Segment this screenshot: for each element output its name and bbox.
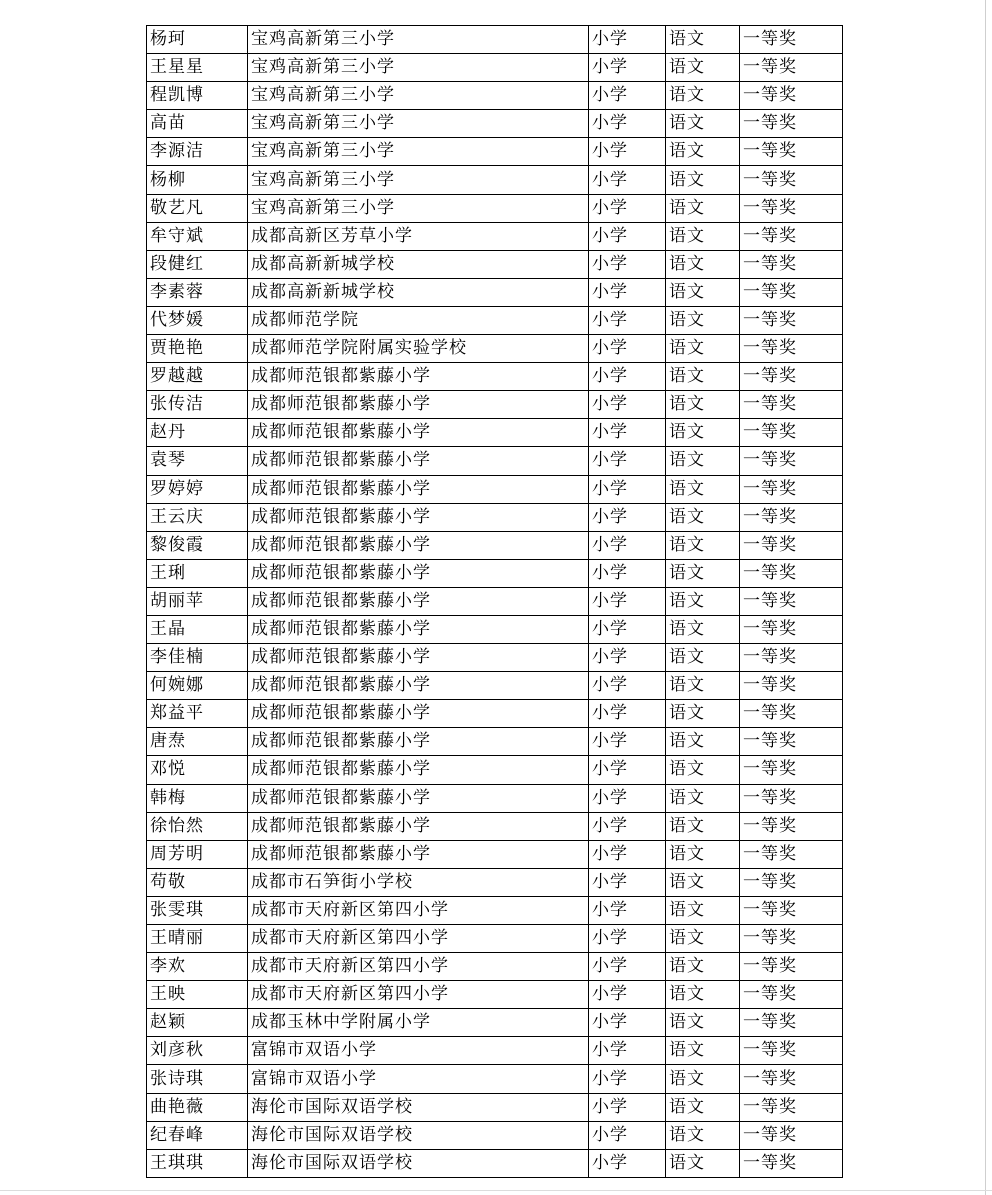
table-row xyxy=(147,559,843,587)
name-cell: 刘彦秋 xyxy=(147,1037,248,1065)
table-row xyxy=(147,447,843,475)
subject-cell: 语文 xyxy=(666,812,740,840)
table-row xyxy=(147,82,843,110)
school-cell: 成都师范银都紫藤小学 xyxy=(248,475,589,503)
table-row xyxy=(147,1149,843,1177)
subject-cell: 语文 xyxy=(666,559,740,587)
school-cell: 成都市天府新区第四小学 xyxy=(248,981,589,1009)
level-cell: 小学 xyxy=(589,278,666,306)
level-cell: 小学 xyxy=(589,1121,666,1149)
subject-cell: 语文 xyxy=(666,896,740,924)
school-cell: 成都师范银都紫藤小学 xyxy=(248,419,589,447)
award-cell: 一等奖 xyxy=(740,503,843,531)
award-cell: 一等奖 xyxy=(740,335,843,363)
name-cell: 王云庆 xyxy=(147,503,248,531)
level-cell: 小学 xyxy=(589,981,666,1009)
level-cell: 小学 xyxy=(589,925,666,953)
award-cell: 一等奖 xyxy=(740,559,843,587)
page-edge-bottom xyxy=(0,1190,992,1191)
name-cell: 邓悦 xyxy=(147,756,248,784)
school-cell: 成都师范银都紫藤小学 xyxy=(248,728,589,756)
award-cell: 一等奖 xyxy=(740,278,843,306)
table-row xyxy=(147,306,843,334)
table-row xyxy=(147,728,843,756)
level-cell: 小学 xyxy=(589,896,666,924)
level-cell: 小学 xyxy=(589,728,666,756)
subject-cell: 语文 xyxy=(666,840,740,868)
subject-cell: 语文 xyxy=(666,1121,740,1149)
school-cell: 成都高新新城学校 xyxy=(248,278,589,306)
subject-cell: 语文 xyxy=(666,1065,740,1093)
award-cell: 一等奖 xyxy=(740,981,843,1009)
award-cell: 一等奖 xyxy=(740,26,843,54)
table-row xyxy=(147,335,843,363)
table-row xyxy=(147,1037,843,1065)
award-cell: 一等奖 xyxy=(740,54,843,82)
award-cell: 一等奖 xyxy=(740,391,843,419)
level-cell: 小学 xyxy=(589,953,666,981)
level-cell: 小学 xyxy=(589,672,666,700)
subject-cell: 语文 xyxy=(666,644,740,672)
name-cell: 袁琴 xyxy=(147,447,248,475)
award-cell: 一等奖 xyxy=(740,896,843,924)
award-cell: 一等奖 xyxy=(740,953,843,981)
award-cell: 一等奖 xyxy=(740,306,843,334)
table-row xyxy=(147,812,843,840)
level-cell: 小学 xyxy=(589,1009,666,1037)
name-cell: 牟守斌 xyxy=(147,222,248,250)
table-row xyxy=(147,868,843,896)
level-cell: 小学 xyxy=(589,335,666,363)
name-cell: 唐焘 xyxy=(147,728,248,756)
name-cell: 段健红 xyxy=(147,250,248,278)
name-cell: 赵颖 xyxy=(147,1009,248,1037)
level-cell: 小学 xyxy=(589,419,666,447)
school-cell: 成都师范银都紫藤小学 xyxy=(248,840,589,868)
award-cell: 一等奖 xyxy=(740,1149,843,1177)
name-cell: 纪春峰 xyxy=(147,1121,248,1149)
subject-cell: 语文 xyxy=(666,925,740,953)
subject-cell: 语文 xyxy=(666,26,740,54)
school-cell: 成都高新新城学校 xyxy=(248,250,589,278)
school-cell: 海伦市国际双语学校 xyxy=(248,1093,589,1121)
level-cell: 小学 xyxy=(589,756,666,784)
table-row xyxy=(147,1093,843,1121)
name-cell: 郑益平 xyxy=(147,700,248,728)
name-cell: 程凯博 xyxy=(147,82,248,110)
table-row xyxy=(147,363,843,391)
school-cell: 成都市天府新区第四小学 xyxy=(248,953,589,981)
award-cell: 一等奖 xyxy=(740,756,843,784)
table-row xyxy=(147,26,843,54)
table-row xyxy=(147,138,843,166)
table-row xyxy=(147,1065,843,1093)
subject-cell: 语文 xyxy=(666,335,740,363)
name-cell: 曲艳薇 xyxy=(147,1093,248,1121)
name-cell: 韩梅 xyxy=(147,784,248,812)
award-cell: 一等奖 xyxy=(740,1037,843,1065)
subject-cell: 语文 xyxy=(666,306,740,334)
table-row xyxy=(147,644,843,672)
level-cell: 小学 xyxy=(589,250,666,278)
school-cell: 成都师范银都紫藤小学 xyxy=(248,447,589,475)
level-cell: 小学 xyxy=(589,868,666,896)
name-cell: 王晶 xyxy=(147,615,248,643)
subject-cell: 语文 xyxy=(666,981,740,1009)
level-cell: 小学 xyxy=(589,1037,666,1065)
table-row xyxy=(147,1009,843,1037)
table-row xyxy=(147,672,843,700)
name-cell: 高苗 xyxy=(147,110,248,138)
level-cell: 小学 xyxy=(589,615,666,643)
school-cell: 成都师范银都紫藤小学 xyxy=(248,644,589,672)
table-row xyxy=(147,615,843,643)
award-table xyxy=(146,25,843,1178)
table-row xyxy=(147,222,843,250)
school-cell: 成都市天府新区第四小学 xyxy=(248,925,589,953)
subject-cell: 语文 xyxy=(666,784,740,812)
name-cell: 李佳楠 xyxy=(147,644,248,672)
name-cell: 黎俊霞 xyxy=(147,531,248,559)
subject-cell: 语文 xyxy=(666,250,740,278)
name-cell: 徐怡然 xyxy=(147,812,248,840)
award-cell: 一等奖 xyxy=(740,1065,843,1093)
level-cell: 小学 xyxy=(589,1065,666,1093)
subject-cell: 语文 xyxy=(666,54,740,82)
level-cell: 小学 xyxy=(589,700,666,728)
award-cell: 一等奖 xyxy=(740,82,843,110)
level-cell: 小学 xyxy=(589,54,666,82)
subject-cell: 语文 xyxy=(666,672,740,700)
table-row xyxy=(147,194,843,222)
name-cell: 代梦媛 xyxy=(147,306,248,334)
school-cell: 成都师范银都紫藤小学 xyxy=(248,784,589,812)
table-row xyxy=(147,925,843,953)
award-cell: 一等奖 xyxy=(740,363,843,391)
name-cell: 张诗琪 xyxy=(147,1065,248,1093)
award-cell: 一等奖 xyxy=(740,840,843,868)
level-cell: 小学 xyxy=(589,503,666,531)
award-cell: 一等奖 xyxy=(740,615,843,643)
subject-cell: 语文 xyxy=(666,1037,740,1065)
award-cell: 一等奖 xyxy=(740,222,843,250)
name-cell: 李欢 xyxy=(147,953,248,981)
award-cell: 一等奖 xyxy=(740,110,843,138)
subject-cell: 语文 xyxy=(666,1093,740,1121)
name-cell: 贾艳艳 xyxy=(147,335,248,363)
name-cell: 周芳明 xyxy=(147,840,248,868)
level-cell: 小学 xyxy=(589,391,666,419)
school-cell: 成都师范银都紫藤小学 xyxy=(248,700,589,728)
school-cell: 成都师范银都紫藤小学 xyxy=(248,672,589,700)
table-row xyxy=(147,840,843,868)
table-row xyxy=(147,531,843,559)
award-cell: 一等奖 xyxy=(740,1009,843,1037)
school-cell: 成都市天府新区第四小学 xyxy=(248,896,589,924)
subject-cell: 语文 xyxy=(666,447,740,475)
name-cell: 王晴丽 xyxy=(147,925,248,953)
level-cell: 小学 xyxy=(589,1149,666,1177)
table-row xyxy=(147,503,843,531)
name-cell: 李素蓉 xyxy=(147,278,248,306)
name-cell: 张雯琪 xyxy=(147,896,248,924)
school-cell: 成都师范银都紫藤小学 xyxy=(248,615,589,643)
subject-cell: 语文 xyxy=(666,391,740,419)
name-cell: 王映 xyxy=(147,981,248,1009)
level-cell: 小学 xyxy=(589,26,666,54)
level-cell: 小学 xyxy=(589,559,666,587)
level-cell: 小学 xyxy=(589,194,666,222)
subject-cell: 语文 xyxy=(666,953,740,981)
level-cell: 小学 xyxy=(589,644,666,672)
table-row xyxy=(147,953,843,981)
award-cell: 一等奖 xyxy=(740,728,843,756)
school-cell: 成都高新区芳草小学 xyxy=(248,222,589,250)
subject-cell: 语文 xyxy=(666,728,740,756)
award-cell: 一等奖 xyxy=(740,531,843,559)
table-row xyxy=(147,391,843,419)
level-cell: 小学 xyxy=(589,840,666,868)
school-cell: 成都师范银都紫藤小学 xyxy=(248,559,589,587)
name-cell: 王琍 xyxy=(147,559,248,587)
award-cell: 一等奖 xyxy=(740,644,843,672)
name-cell: 王琪琪 xyxy=(147,1149,248,1177)
table-row xyxy=(147,166,843,194)
name-cell: 胡丽苹 xyxy=(147,587,248,615)
name-cell: 罗越越 xyxy=(147,363,248,391)
school-cell: 宝鸡高新第三小学 xyxy=(248,194,589,222)
award-cell: 一等奖 xyxy=(740,1121,843,1149)
school-cell: 成都师范银都紫藤小学 xyxy=(248,587,589,615)
school-cell: 宝鸡高新第三小学 xyxy=(248,26,589,54)
subject-cell: 语文 xyxy=(666,363,740,391)
name-cell: 杨柳 xyxy=(147,166,248,194)
level-cell: 小学 xyxy=(589,110,666,138)
subject-cell: 语文 xyxy=(666,419,740,447)
level-cell: 小学 xyxy=(589,447,666,475)
subject-cell: 语文 xyxy=(666,222,740,250)
subject-cell: 语文 xyxy=(666,194,740,222)
school-cell: 成都师范银都紫藤小学 xyxy=(248,503,589,531)
school-cell: 富锦市双语小学 xyxy=(248,1037,589,1065)
name-cell: 何婉娜 xyxy=(147,672,248,700)
level-cell: 小学 xyxy=(589,166,666,194)
award-cell: 一等奖 xyxy=(740,194,843,222)
award-cell: 一等奖 xyxy=(740,784,843,812)
award-cell: 一等奖 xyxy=(740,700,843,728)
table-row xyxy=(147,250,843,278)
award-cell: 一等奖 xyxy=(740,166,843,194)
table-row xyxy=(147,110,843,138)
subject-cell: 语文 xyxy=(666,138,740,166)
school-cell: 成都师范银都紫藤小学 xyxy=(248,391,589,419)
page-edge xyxy=(985,0,986,1195)
award-cell: 一等奖 xyxy=(740,138,843,166)
name-cell: 敬艺凡 xyxy=(147,194,248,222)
school-cell: 成都师范银都紫藤小学 xyxy=(248,812,589,840)
subject-cell: 语文 xyxy=(666,756,740,784)
school-cell: 成都师范银都紫藤小学 xyxy=(248,531,589,559)
subject-cell: 语文 xyxy=(666,868,740,896)
table-row xyxy=(147,700,843,728)
subject-cell: 语文 xyxy=(666,1149,740,1177)
school-cell: 宝鸡高新第三小学 xyxy=(248,166,589,194)
level-cell: 小学 xyxy=(589,222,666,250)
subject-cell: 语文 xyxy=(666,587,740,615)
subject-cell: 语文 xyxy=(666,82,740,110)
subject-cell: 语文 xyxy=(666,1009,740,1037)
table-row xyxy=(147,784,843,812)
level-cell: 小学 xyxy=(589,475,666,503)
name-cell: 张传洁 xyxy=(147,391,248,419)
school-cell: 宝鸡高新第三小学 xyxy=(248,54,589,82)
table-row xyxy=(147,896,843,924)
name-cell: 王星星 xyxy=(147,54,248,82)
table-row xyxy=(147,1121,843,1149)
award-cell: 一等奖 xyxy=(740,419,843,447)
award-cell: 一等奖 xyxy=(740,447,843,475)
award-cell: 一等奖 xyxy=(740,1093,843,1121)
subject-cell: 语文 xyxy=(666,615,740,643)
level-cell: 小学 xyxy=(589,306,666,334)
school-cell: 成都师范学院附属实验学校 xyxy=(248,335,589,363)
award-cell: 一等奖 xyxy=(740,812,843,840)
school-cell: 宝鸡高新第三小学 xyxy=(248,138,589,166)
name-cell: 赵丹 xyxy=(147,419,248,447)
subject-cell: 语文 xyxy=(666,166,740,194)
school-cell: 海伦市国际双语学校 xyxy=(248,1149,589,1177)
award-table-body xyxy=(147,26,843,1178)
subject-cell: 语文 xyxy=(666,110,740,138)
table-row xyxy=(147,756,843,784)
subject-cell: 语文 xyxy=(666,531,740,559)
subject-cell: 语文 xyxy=(666,700,740,728)
table-row xyxy=(147,587,843,615)
table-row xyxy=(147,475,843,503)
level-cell: 小学 xyxy=(589,784,666,812)
level-cell: 小学 xyxy=(589,531,666,559)
school-cell: 成都市石笋街小学校 xyxy=(248,868,589,896)
school-cell: 成都师范银都紫藤小学 xyxy=(248,756,589,784)
name-cell: 李源洁 xyxy=(147,138,248,166)
table-row xyxy=(147,278,843,306)
table-row xyxy=(147,54,843,82)
school-cell: 成都师范学院 xyxy=(248,306,589,334)
level-cell: 小学 xyxy=(589,812,666,840)
award-cell: 一等奖 xyxy=(740,250,843,278)
award-cell: 一等奖 xyxy=(740,672,843,700)
award-cell: 一等奖 xyxy=(740,475,843,503)
level-cell: 小学 xyxy=(589,1093,666,1121)
school-cell: 宝鸡高新第三小学 xyxy=(248,110,589,138)
level-cell: 小学 xyxy=(589,82,666,110)
name-cell: 杨珂 xyxy=(147,26,248,54)
level-cell: 小学 xyxy=(589,587,666,615)
subject-cell: 语文 xyxy=(666,503,740,531)
school-cell: 富锦市双语小学 xyxy=(248,1065,589,1093)
name-cell: 苟敬 xyxy=(147,868,248,896)
name-cell: 罗婷婷 xyxy=(147,475,248,503)
school-cell: 成都师范银都紫藤小学 xyxy=(248,363,589,391)
subject-cell: 语文 xyxy=(666,475,740,503)
award-cell: 一等奖 xyxy=(740,868,843,896)
level-cell: 小学 xyxy=(589,363,666,391)
school-cell: 宝鸡高新第三小学 xyxy=(248,82,589,110)
level-cell: 小学 xyxy=(589,138,666,166)
table-row xyxy=(147,419,843,447)
table-row xyxy=(147,981,843,1009)
subject-cell: 语文 xyxy=(666,278,740,306)
school-cell: 海伦市国际双语学校 xyxy=(248,1121,589,1149)
award-cell: 一等奖 xyxy=(740,925,843,953)
school-cell: 成都玉林中学附属小学 xyxy=(248,1009,589,1037)
award-cell: 一等奖 xyxy=(740,587,843,615)
